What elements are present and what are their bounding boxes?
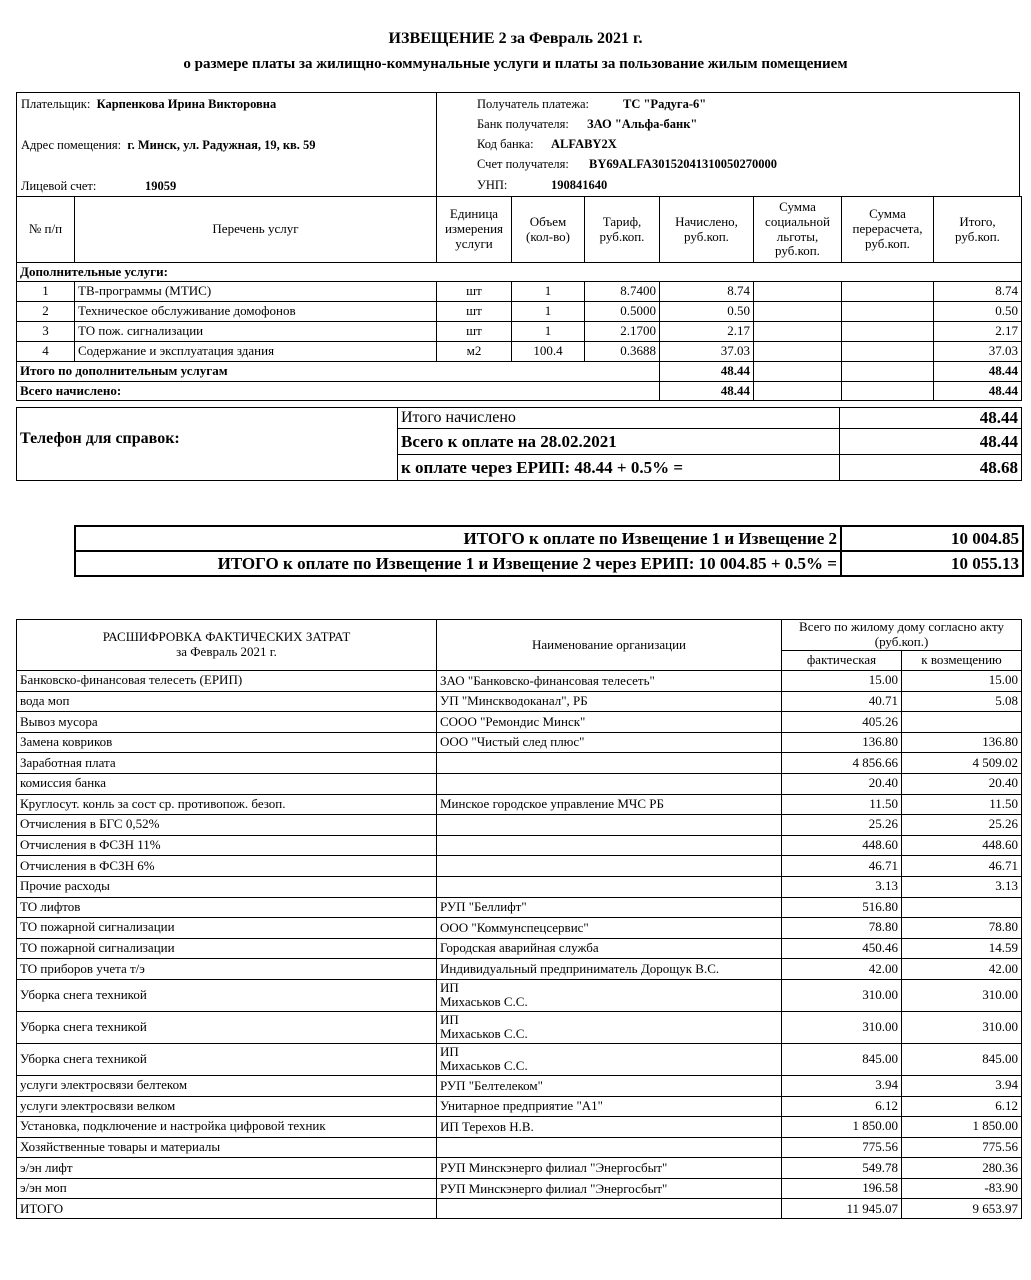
table-row	[17, 1158, 1022, 1179]
cost-org	[437, 691, 782, 712]
cost-org	[437, 856, 782, 877]
table-row	[17, 1096, 1022, 1117]
phone-label: Телефон для справок:	[17, 408, 398, 481]
charged-label: Итого начислено	[398, 408, 840, 429]
cost-refund: 1 850.00	[902, 1117, 1022, 1138]
cost-org	[437, 1075, 782, 1096]
table-row	[17, 897, 1022, 918]
cost-refund: 11.50	[902, 794, 1022, 815]
cost-org	[437, 959, 782, 980]
cost-org	[437, 938, 782, 959]
col-header: Тариф, руб.коп.	[585, 197, 660, 263]
cost-org-line: Индивидуальный предприниматель Дорощук В.С.	[440, 960, 720, 976]
costs-table	[16, 619, 1022, 1219]
cost-item-name: Установка, подключение и настройка цифровой техник	[17, 1117, 437, 1138]
recipient-label: Получатель платежа:	[477, 97, 590, 111]
table-row	[17, 979, 1022, 1011]
cost-org	[437, 732, 782, 753]
cost-refund: 15.00	[902, 671, 1022, 692]
all-charged-label: Всего начислено:	[17, 382, 660, 401]
cost-org	[437, 897, 782, 918]
cost-actual: 3.94	[782, 1075, 902, 1096]
cost-refund: 845.00	[902, 1043, 1022, 1075]
org-header: Наименование организации	[437, 620, 782, 671]
cost-actual: 78.80	[782, 918, 902, 939]
cost-item-name: Уборка снега техникой	[17, 1011, 437, 1043]
cost-org-line: ИП	[440, 980, 459, 996]
table-row	[17, 1043, 1022, 1075]
account-label: Лицевой счет:	[21, 179, 97, 193]
cost-org	[437, 835, 782, 856]
cost-refund: 78.80	[902, 918, 1022, 939]
services-table	[16, 196, 1022, 401]
cell: 2	[17, 302, 75, 322]
cell: 37.03	[934, 342, 1022, 362]
payer-value: Карпенкова Ирина Викторовна	[96, 97, 277, 111]
cost-actual: 4 856.66	[782, 753, 902, 774]
subtotal-total: 48.44	[934, 362, 1022, 382]
cost-item-name: Прочие расходы	[17, 876, 437, 897]
cost-item-name: Вывоз мусора	[17, 712, 437, 733]
cell: 0.50	[660, 302, 754, 322]
costs-title: РАСШИФРОВКА ФАКТИЧЕСКИХ ЗАТРАТ	[102, 629, 351, 645]
table-row	[17, 302, 1022, 322]
col-header: Объем (кол-во)	[512, 197, 585, 263]
cost-item-name: Отчисления в БГС 0,52%	[17, 815, 437, 836]
erip-label: к оплате через ЕРИП: 48.44 + 0.5% =	[398, 455, 840, 481]
costs-total-label: ИТОГО	[17, 1199, 437, 1219]
code-label: Код банка:	[477, 137, 534, 151]
cell: 1	[512, 282, 585, 302]
cost-refund: 6.12	[902, 1096, 1022, 1117]
cost-item-name: услуги электросвязи велком	[17, 1096, 437, 1117]
cost-actual: 549.78	[782, 1158, 902, 1179]
cost-actual: 3.13	[782, 876, 902, 897]
cost-actual: 42.00	[782, 959, 902, 980]
cell: ТВ-программы (МТИС)	[75, 282, 437, 302]
cost-refund: 46.71	[902, 856, 1022, 877]
cost-refund	[902, 712, 1022, 733]
cost-org-line: ООО "Чистый след плюс"	[440, 734, 585, 750]
table-row	[17, 1178, 1022, 1199]
cell: м2	[437, 342, 512, 362]
cost-org	[437, 753, 782, 774]
cost-org	[437, 1158, 782, 1179]
cost-refund: 20.40	[902, 773, 1022, 794]
cost-actual: 15.00	[782, 671, 902, 692]
table-row	[17, 712, 1022, 733]
costs-period: за Февраль 2021 г.	[176, 644, 277, 659]
table-row	[17, 773, 1022, 794]
cell: 1	[512, 322, 585, 342]
cost-refund: 5.08	[902, 691, 1022, 712]
cost-org-line: СООО "Ремондис Минск"	[440, 713, 586, 729]
cost-org	[437, 1096, 782, 1117]
cost-org-line: ООО "Коммунспецсервис"	[440, 919, 589, 935]
cost-item-name: Банковско-финансовая телесеть (ЕРИП)	[17, 671, 437, 692]
recipient-value: ТС "Радуга-6"	[623, 97, 707, 111]
code-value: ALFABY2X	[551, 137, 617, 151]
cost-item-name: услуги электросвязи белтеком	[17, 1075, 437, 1096]
cell: 37.03	[660, 342, 754, 362]
cost-org-line: РУП Минскэнерго филиал "Энергосбыт"	[440, 1180, 668, 1196]
acc-label: Счет получателя:	[477, 157, 569, 171]
col-header: Единица измерения услуги	[437, 197, 512, 263]
cost-item-name: Отчисления в ФСЗН 6%	[17, 856, 437, 877]
costs-total-refund: 9 653.97	[902, 1199, 1022, 1219]
actual-header: фактическая	[782, 651, 902, 671]
summary-table	[16, 407, 1022, 481]
cost-refund	[902, 897, 1022, 918]
cost-item-name: Заработная плата	[17, 753, 437, 774]
acc-value: BY69ALFA30152041310050270000	[589, 157, 777, 171]
table-row	[17, 1117, 1022, 1138]
cost-actual: 448.60	[782, 835, 902, 856]
table-row	[17, 815, 1022, 836]
due-value: 48.44	[840, 429, 1022, 455]
refund-header: к возмещению	[902, 651, 1022, 671]
cell: 1	[512, 302, 585, 322]
cost-refund: 3.94	[902, 1075, 1022, 1096]
cost-org	[437, 1137, 782, 1158]
bank-label: Банк получателя:	[477, 117, 569, 131]
cost-actual: 25.26	[782, 815, 902, 836]
cost-refund: 3.13	[902, 876, 1022, 897]
cost-item-name: Хозяйственные товары и материалы	[17, 1137, 437, 1158]
cost-actual: 11.50	[782, 794, 902, 815]
cost-org-line: РУП "Беллифт"	[440, 899, 527, 915]
notice-title: ИЗВЕЩЕНИЕ 2 за Февраль 2021 г.	[388, 30, 643, 47]
cost-item-name: ТО пожарной сигнализации	[17, 938, 437, 959]
cost-actual: 20.40	[782, 773, 902, 794]
table-row	[17, 1011, 1022, 1043]
table-row	[17, 322, 1022, 342]
table-row	[17, 691, 1022, 712]
cost-item-name: вода моп	[17, 691, 437, 712]
cost-actual: 40.71	[782, 691, 902, 712]
cell: Содержание и эксплуатация здания	[75, 342, 437, 362]
cost-actual: 310.00	[782, 979, 902, 1011]
payer-label: Плательщик:	[21, 97, 91, 111]
due-label: Всего к оплате на 28.02.2021	[398, 429, 840, 455]
table-row	[17, 959, 1022, 980]
table-row	[17, 794, 1022, 815]
cost-org	[437, 918, 782, 939]
cost-item-name: ТО приборов учета т/э	[17, 959, 437, 980]
cost-actual: 6.12	[782, 1096, 902, 1117]
cell: 2.17	[934, 322, 1022, 342]
cost-item-name: Замена ковриков	[17, 732, 437, 753]
cell: Техническое обслуживание домофонов	[75, 302, 437, 322]
costs-total-actual: 11 945.07	[782, 1199, 902, 1219]
cost-org	[437, 1117, 782, 1138]
col-header: Сумма перерасчета, руб.коп.	[842, 197, 934, 263]
cost-org	[437, 1043, 782, 1075]
cost-actual: 450.46	[782, 938, 902, 959]
cell: 2.17	[660, 322, 754, 342]
cell: 4	[17, 342, 75, 362]
cost-org-line: РУП "Белтелеком"	[440, 1077, 543, 1093]
cost-refund: 4 509.02	[902, 753, 1022, 774]
cell: ТО пож. сигнализации	[75, 322, 437, 342]
info-block	[16, 92, 1020, 197]
col-header: Итого, руб.коп.	[934, 197, 1022, 263]
cost-actual: 845.00	[782, 1043, 902, 1075]
table-row	[17, 342, 1022, 362]
cost-item-name: ТО пожарной сигнализации	[17, 918, 437, 939]
cost-org-line: Михаськов С.С.	[440, 1058, 528, 1074]
cell: 8.74	[660, 282, 754, 302]
cost-org-line: Унитарное предприятие "А1"	[440, 1098, 603, 1114]
cell: шт	[437, 322, 512, 342]
total-header: Всего по жилому дому согласно акту (руб.коп.)	[782, 620, 1022, 651]
cost-org	[437, 712, 782, 733]
col-header: Сумма социальной льготы, руб.коп.	[754, 197, 842, 263]
cost-org-line: ЗАО "Банковско-финансовая телесеть"	[440, 672, 655, 688]
subtotal-charged: 48.44	[660, 362, 754, 382]
cost-refund: 25.26	[902, 815, 1022, 836]
cost-actual: 405.26	[782, 712, 902, 733]
cost-org-line: Минское городское управление МЧС РБ	[440, 796, 664, 812]
table-row	[17, 753, 1022, 774]
cost-refund: 448.60	[902, 835, 1022, 856]
cost-refund: -83.90	[902, 1178, 1022, 1199]
grand-row2-label: ИТОГО к оплате по Извещение 1 и Извещение 2 через ЕРИП: 10 004.85 + 0.5% =	[75, 551, 841, 576]
table-row	[17, 835, 1022, 856]
cost-org-line: УП "Минскводоканал", РБ	[440, 693, 588, 709]
subtotal-label: Итого по дополнительным услугам	[17, 362, 660, 382]
cost-org	[437, 979, 782, 1011]
cost-refund: 14.59	[902, 938, 1022, 959]
cost-org	[437, 876, 782, 897]
cost-refund: 280.36	[902, 1158, 1022, 1179]
cost-org-line: ИП	[440, 1044, 459, 1060]
account-value: 19059	[145, 179, 177, 193]
cost-item-name: Круглосут. конль за сост ср. противопож. безоп.	[17, 794, 437, 815]
bank-value: ЗАО "Альфа-банк"	[587, 117, 698, 131]
table-row	[17, 1137, 1022, 1158]
cost-refund: 42.00	[902, 959, 1022, 980]
cell: 1	[17, 282, 75, 302]
cell: шт	[437, 302, 512, 322]
cost-item-name: ТО лифтов	[17, 897, 437, 918]
address-label: Адрес помещения:	[21, 138, 122, 152]
table-row	[17, 876, 1022, 897]
cost-actual: 136.80	[782, 732, 902, 753]
table-row	[17, 671, 1022, 692]
cost-item-name: э/эн лифт	[17, 1158, 437, 1179]
all-charged-value: 48.44	[660, 382, 754, 401]
cell: 0.3688	[585, 342, 660, 362]
cost-actual: 516.80	[782, 897, 902, 918]
cost-org	[437, 671, 782, 692]
cost-actual: 196.58	[782, 1178, 902, 1199]
table-row	[17, 1075, 1022, 1096]
all-total-value: 48.44	[934, 382, 1022, 401]
cost-actual: 1 850.00	[782, 1117, 902, 1138]
cell: 8.7400	[585, 282, 660, 302]
cost-item-name: Уборка снега техникой	[17, 979, 437, 1011]
table-row	[17, 856, 1022, 877]
charged-value: 48.44	[840, 408, 1022, 429]
cost-org	[437, 773, 782, 794]
cell: 2.1700	[585, 322, 660, 342]
erip-value: 48.68	[840, 455, 1022, 481]
cost-refund: 136.80	[902, 732, 1022, 753]
cost-refund: 775.56	[902, 1137, 1022, 1158]
table-row	[17, 918, 1022, 939]
grand-row2-value: 10 055.13	[841, 551, 1023, 576]
cost-org-line: Городская аварийная служба	[440, 940, 599, 956]
unp-label: УНП:	[477, 178, 508, 192]
address-value: г. Минск, ул. Радужная, 19, кв. 59	[127, 138, 316, 152]
col-header: № п/п	[17, 197, 75, 263]
cost-actual: 310.00	[782, 1011, 902, 1043]
cost-item-name: комиссия банка	[17, 773, 437, 794]
cost-org	[437, 815, 782, 836]
cost-item-name: Отчисления в ФСЗН 11%	[17, 835, 437, 856]
cost-org-line: Михаськов С.С.	[440, 994, 528, 1010]
cost-actual: 46.71	[782, 856, 902, 877]
unp-value: 190841640	[551, 178, 608, 192]
cost-org-line: РУП Минскэнерго филиал "Энергосбыт"	[440, 1159, 668, 1175]
section-label: Дополнительные услуги:	[17, 263, 1022, 282]
notice-subtitle: о размере платы за жилищно-коммунальные услуги и платы за пользование жилым помещением	[183, 56, 848, 72]
cell: 100.4	[512, 342, 585, 362]
cell: 3	[17, 322, 75, 342]
cost-item-name: э/эн моп	[17, 1178, 437, 1199]
table-row	[17, 732, 1022, 753]
grand-row1-value: 10 004.85	[841, 526, 1023, 551]
cost-org	[437, 1011, 782, 1043]
table-row	[17, 938, 1022, 959]
cost-org-line: Михаськов С.С.	[440, 1026, 528, 1042]
cost-refund: 310.00	[902, 979, 1022, 1011]
grand-row1-label: ИТОГО к оплате по Извещение 1 и Извещение 2	[75, 526, 841, 551]
cost-refund: 310.00	[902, 1011, 1022, 1043]
col-header: Начислено, руб.коп.	[660, 197, 754, 263]
cost-org	[437, 1178, 782, 1199]
cell: 0.5000	[585, 302, 660, 322]
cost-item-name: Уборка снега техникой	[17, 1043, 437, 1075]
cell: 8.74	[934, 282, 1022, 302]
table-row	[17, 282, 1022, 302]
cost-actual: 775.56	[782, 1137, 902, 1158]
cell: шт	[437, 282, 512, 302]
grand-total-table	[74, 525, 1024, 577]
col-header: Перечень услуг	[75, 197, 437, 263]
cost-org	[437, 794, 782, 815]
cost-org-line: ИП	[440, 1012, 459, 1028]
cell: 0.50	[934, 302, 1022, 322]
cost-org-line: ИП Терехов Н.В.	[440, 1118, 534, 1134]
